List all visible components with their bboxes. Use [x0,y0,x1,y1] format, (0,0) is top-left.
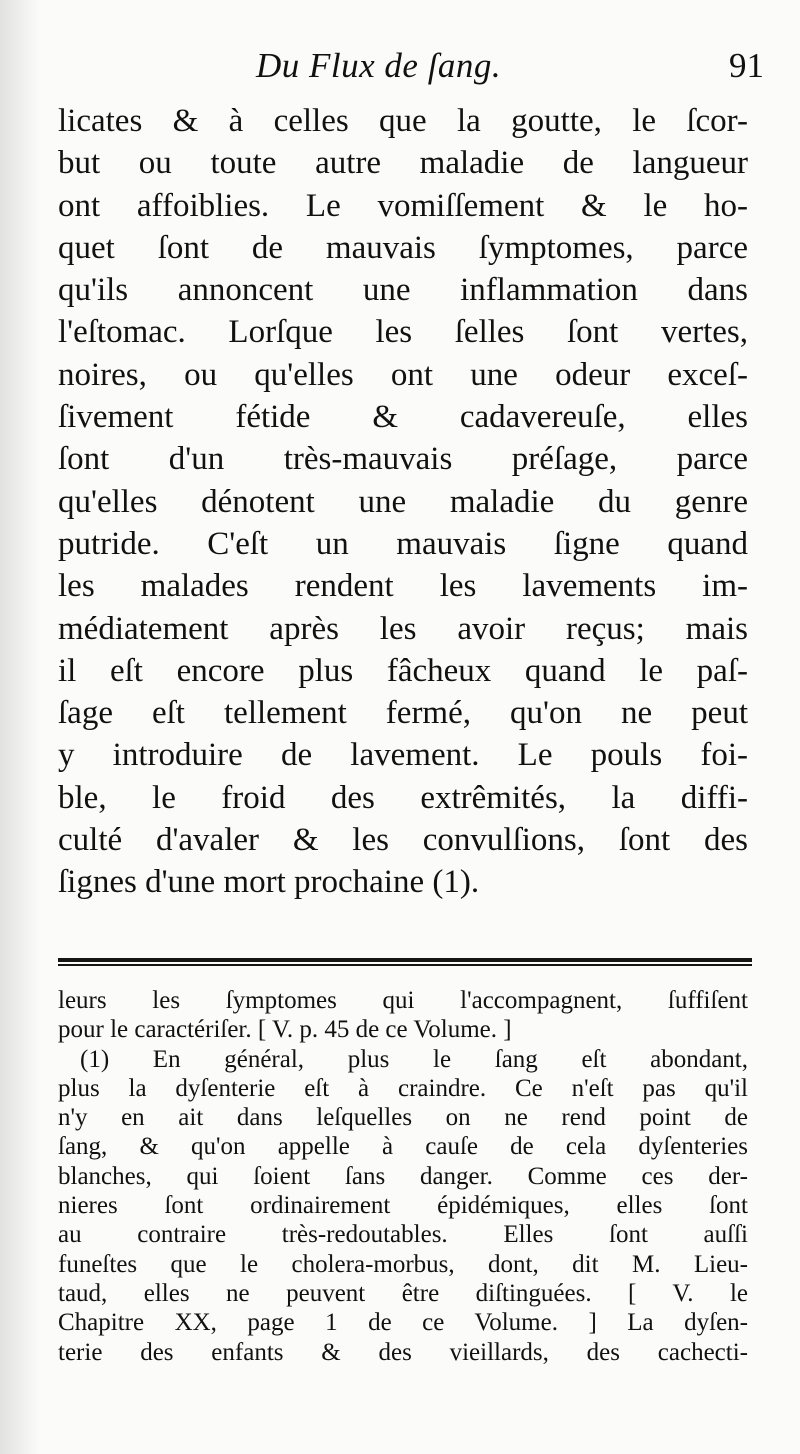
text-line: qu'ils annoncent une inflammation dans [58,272,748,309]
text-line: ſont d'un très-mauvais préſage, parce [58,441,748,478]
footnote-separator-rule [58,958,752,962]
text-line: but ou toute autre maladie de langueur [58,145,748,182]
footnote-line: nieres ſont ordinairement épidémiques, elles ſont [58,1192,748,1220]
text-line: les malades rendent les lavements im- [58,568,748,605]
footnote-line: (1) En général, plus le ſang eſt abondant, [80,1045,748,1073]
text-line: ſivement fétide & cadavereuſe, elles [58,399,748,436]
footnote-line: terie des enfants & des vieillards, des cachecti- [58,1338,748,1366]
text-line: il eſt encore plus fâcheux quand le paſ- [58,652,748,689]
text-line: y introduire de lavement. Le pouls foi- [58,737,748,774]
footnote-line: blanches, qui ſoient ſans danger. Comme ces der- [58,1162,748,1190]
text-line: putride. C'eſt un mauvais ſigne quand [58,525,748,562]
footnote-line: plus la dyſenterie eſt à craindre. Ce n'eſt pas qu'il [58,1074,748,1102]
text-line: ont affoiblies. Le vomiſſement & le ho- [58,187,748,224]
text-line: qu'elles dénotent une maladie du genre [58,483,748,520]
text-line: quet ſont de mauvais ſymptomes, parce [58,229,748,266]
footnote-line: au contraire très-redoutables. Elles ſont auſſi [58,1221,748,1249]
text-line: médiatement après les avoir reçus; mais [58,610,748,647]
text-line: culté d'avaler & les convulſions, ſont des [58,822,748,859]
footnotes [58,986,748,1367]
footnote-line: taud, elles ne peuvent être diſtinguées. [ V. le [58,1279,748,1307]
text-line: licates & à celles que la goutte, le ſcor- [58,103,748,139]
text-line: ſage eſt tellement fermé, qu'on ne peut [58,695,748,732]
main-text [58,100,748,904]
footnote-line: ſang, & qu'on appelle à cauſe de cela dyſenteries [58,1133,748,1161]
footnote-line: leurs les ſymptomes qui l'accompagnent, ſuffiſent [58,987,748,1014]
footnote-separator-rule-thin [58,964,752,966]
footnote-line: funeſtes que le cholera-morbus, dont, dit M. Lieu- [58,1250,748,1278]
footnote-line: Chapitre XX, page 1 de ce Volume. ] La dyſen- [58,1309,748,1337]
text-line: ſignes d'une mort prochaine (1). [58,864,480,901]
footnote-line: pour le caractériſer. [ V. p. 45 de ce Volume. ] [58,1016,512,1044]
text-line: noires, ou qu'elles ont une odeur exceſ- [58,356,748,393]
footnote-line: n'y en ait dans leſquelles on ne rend point de [58,1104,748,1132]
running-head: Du Flux de ſang. [256,46,502,85]
page-header [60,40,780,100]
text-line: l'eſtomac. Lorſque les ſelles ſont vertes, [58,314,748,351]
page-number: 91 [729,46,764,85]
text-line: ble, le froid des extrêmités, la diffi- [58,779,748,816]
